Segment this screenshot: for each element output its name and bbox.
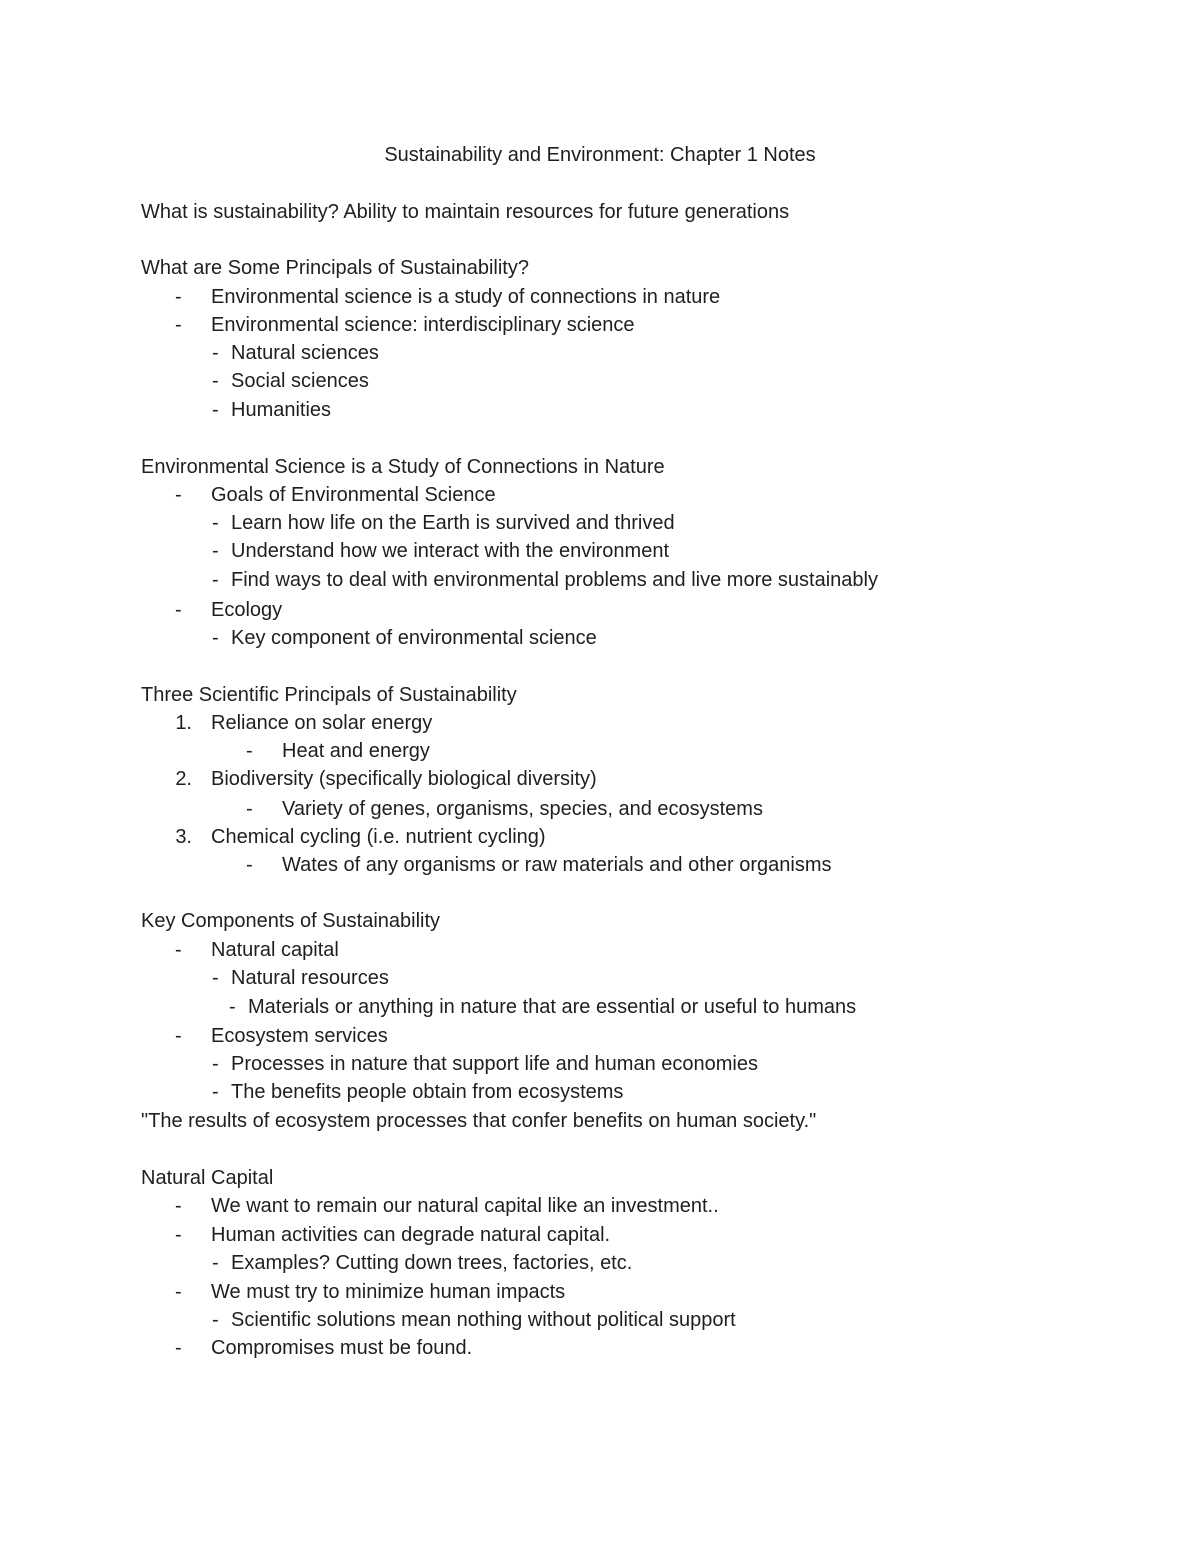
sub-list-item: Natural resources: [231, 967, 389, 989]
section-heading-principles: What are Some Principals of Sustainability?: [141, 257, 529, 279]
section-heading-natural-capital: Natural Capital: [141, 1167, 274, 1189]
sub-list-item: The benefits people obtain from ecosystems: [231, 1081, 624, 1103]
list-item: Ecosystem services: [211, 1025, 388, 1047]
list-bullet: -: [175, 314, 182, 336]
numbered-item: Chemical cycling (i.e. nutrient cycling): [211, 826, 546, 848]
list-bullet: -: [175, 939, 182, 961]
list-item: Environmental science is a study of connections in nature: [211, 286, 721, 308]
list-bullet: -: [175, 484, 182, 506]
numbered-sub-item: Heat and energy: [282, 740, 430, 762]
sub-bullet: -: [212, 342, 219, 364]
sub-bullet: -: [212, 540, 219, 562]
list-item: Environmental science: interdisciplinary science: [211, 314, 635, 336]
sub-list-item: Understand how we interact with the environment: [231, 540, 670, 562]
list-bullet: -: [175, 1224, 182, 1246]
list-bullet: -: [246, 798, 253, 820]
list-bullet: -: [175, 1025, 182, 1047]
section-heading-connections: Environmental Science is a Study of Connections in Nature: [141, 456, 665, 478]
sub-list-item: Find ways to deal with environmental problems and live more sustainably: [231, 569, 878, 591]
list-bullet: -: [175, 286, 182, 308]
sub-list-item: Learn how life on the Earth is survived and thrived: [231, 512, 675, 534]
list-bullet: -: [175, 1281, 182, 1303]
sub-list-item: Humanities: [231, 399, 332, 421]
sub-bullet: -: [212, 399, 219, 421]
list-number: 3.: [175, 826, 192, 848]
list-bullet: -: [175, 599, 182, 621]
sub-bullet: -: [212, 1252, 219, 1274]
list-bullet: -: [246, 740, 253, 762]
numbered-sub-item: Wates of any organisms or raw materials and other organisms: [282, 854, 832, 876]
sub-bullet: -: [212, 1309, 219, 1331]
numbered-item: Biodiversity (specifically biological diversity): [211, 768, 597, 790]
list-item: We must try to minimize human impacts: [211, 1281, 566, 1303]
intro-text: What is sustainability? Ability to maintain resources for future generations: [141, 201, 790, 223]
sub-sub-list-item: Materials or anything in nature that are essential or useful to humans: [248, 996, 857, 1018]
sub-list-item: Examples? Cutting down trees, factories, etc.: [231, 1252, 633, 1274]
list-number: 2.: [175, 768, 192, 790]
list-item: Ecology: [211, 599, 283, 621]
sub-bullet: -: [212, 627, 219, 649]
list-item: We want to remain our natural capital like an investment..: [211, 1195, 719, 1217]
list-item: Goals of Environmental Science: [211, 484, 496, 506]
sub-bullet: -: [212, 569, 219, 591]
sub-bullet: -: [212, 512, 219, 534]
page-title: Sustainability and Environment: Chapter 1 Notes: [384, 144, 816, 166]
sub-list-item: Social sciences: [231, 370, 369, 392]
sub-bullet: -: [212, 370, 219, 392]
list-bullet: -: [175, 1337, 182, 1359]
sub-bullet: -: [212, 967, 219, 989]
sub-bullet: -: [212, 1081, 219, 1103]
sub-list-item: Processes in nature that support life and human economies: [231, 1053, 758, 1075]
section-heading-key-components: Key Components of Sustainability: [141, 910, 441, 932]
list-bullet: -: [246, 854, 253, 876]
numbered-sub-item: Variety of genes, organisms, species, and ecosystems: [282, 798, 763, 820]
list-item: Compromises must be found.: [211, 1337, 473, 1359]
quote-text: "The results of ecosystem processes that confer benefits on human society.": [141, 1110, 817, 1132]
sub-list-item: Scientific solutions mean nothing without political support: [231, 1309, 736, 1331]
sub-list-item: Key component of environmental science: [231, 627, 597, 649]
list-item: Natural capital: [211, 939, 339, 961]
numbered-item: Reliance on solar energy: [211, 712, 433, 734]
sub-sub-bullet: -: [229, 996, 236, 1018]
sub-list-item: Natural sciences: [231, 342, 379, 364]
list-number: 1.: [175, 712, 192, 734]
list-bullet: -: [175, 1195, 182, 1217]
list-item: Human activities can degrade natural capital.: [211, 1224, 611, 1246]
sub-bullet: -: [212, 1053, 219, 1075]
section-heading-three-principles: Three Scientific Principals of Sustainability: [141, 684, 517, 706]
